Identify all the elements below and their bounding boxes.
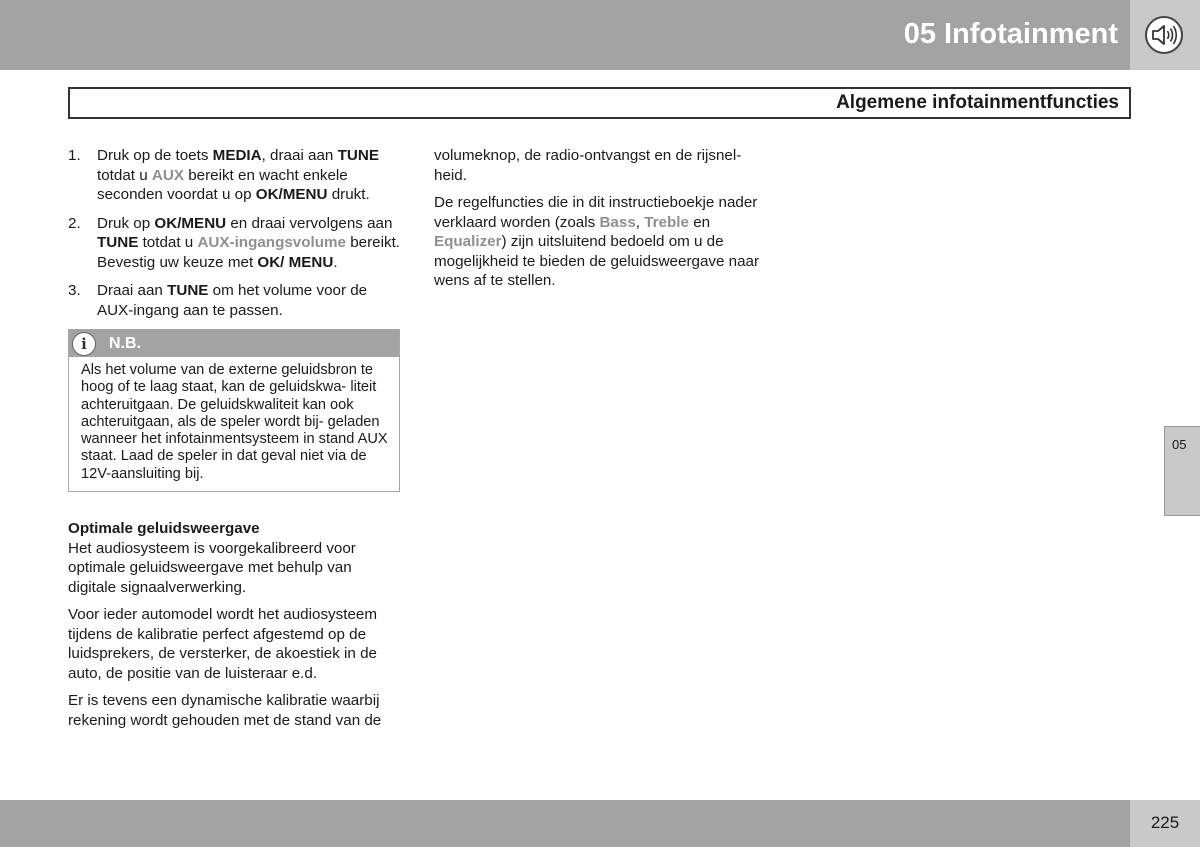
text-run: totdat u (97, 166, 152, 184)
steps-list (68, 146, 403, 320)
step-number: 3. (68, 282, 81, 299)
bold-term: OK/MENU (154, 214, 227, 232)
left-column (68, 146, 403, 738)
footer-bar (0, 800, 1130, 847)
bold-term: OK/MENU (255, 186, 328, 203)
text-run: . (333, 253, 338, 271)
text-run: De regelfuncties die in dit instructieboekje nader verklaard worden (zoals (434, 194, 758, 231)
optimal-paragraph-1: Het audiosysteem is voorgekalibreerd voor optimale geluidsweergave met behulp van digitale signaalverwerking. (68, 539, 356, 596)
text-run: Druk op de toets (97, 147, 213, 164)
note-text: Als het volume van de externe geluidsbron te hoog of te laag staat, kan de geluidskwa- liteit achteruitgaan. De geluidskwaliteit kan ook achteruitgaan, als de speler wordt bij- geladen wanneer het infotainmentsysteem in stand AUX staat. Laad de speler in dat geval niet via de 12V-aansluiting bij. (81, 362, 388, 482)
page-number-box (1130, 800, 1200, 847)
text-run: ) zijn uitsluitend bedoeld om u de mogelijkheid te bieden de geluidsweergave naar wens af te stellen. (434, 233, 760, 289)
display-term: Treble (644, 213, 689, 231)
note-box (68, 329, 400, 492)
display-term: Bass (599, 213, 636, 231)
info-icon: i (72, 332, 96, 356)
text-run: , draai aan (261, 147, 338, 164)
chapter-icon-box (1130, 0, 1200, 70)
bold-term: MEDIA (212, 147, 262, 164)
display-term: AUX (151, 166, 184, 184)
chapter-side-tab (1164, 426, 1200, 516)
bold-term: OK/ MENU (257, 253, 334, 271)
side-tab-label: 05 (1172, 437, 1187, 452)
text-run: om het volume voor de AUX-ingang aan te passen. (97, 282, 368, 319)
chapter-header-bar (0, 0, 1130, 70)
bold-term: TUNE (337, 147, 379, 164)
bold-term: TUNE (97, 234, 139, 251)
text-run: bereikt. Bevestig uw keuze met (97, 234, 401, 271)
page-number: 225 (1150, 813, 1180, 832)
display-term: Equalizer (434, 233, 502, 250)
text-run: Draai aan (97, 282, 168, 299)
note-header (69, 330, 399, 357)
optimal-heading: Optimale geluidsweergave (68, 520, 260, 538)
speaker-icon (1144, 15, 1186, 55)
step-item (68, 146, 403, 205)
text-run: totdat u (138, 234, 198, 251)
optimal-paragraph-3: Er is tevens een dynamische kalibratie waarbij rekening wordt gehouden met de stand van de (68, 692, 382, 729)
step-item (68, 214, 403, 273)
step-number: 1. (68, 147, 81, 164)
section-header (68, 87, 1131, 119)
bold-term: TUNE (167, 282, 209, 299)
text-run: Druk op (97, 214, 155, 232)
text-run: drukt. (327, 186, 370, 203)
text-run: en draai vervolgens aan (226, 214, 393, 232)
chapter-title: 05 Infotainment (903, 18, 1118, 50)
text-run: bereikt en wacht enkele seconden voordat u op (97, 166, 348, 203)
step-item (68, 281, 403, 320)
right-paragraph-1: volumeknop, de radio-ontvangst en de rijsnel- heid. (434, 147, 742, 184)
section-title: Algemene infotainmentfuncties (836, 92, 1119, 113)
optimal-paragraph-2: Voor ieder automodel wordt het audiosysteem tijdens de kalibratie perfect afgestemd op de luidsprekers, de versterker, de akoestiek in de auto, de positie van de luisteraar e.d. (68, 606, 377, 682)
note-label: N.B. (109, 335, 141, 352)
text-run: , (635, 213, 645, 231)
right-column (434, 146, 774, 299)
text-run: en (688, 213, 711, 231)
step-number: 2. (68, 214, 81, 232)
right-paragraph-2 (434, 193, 774, 291)
display-term: AUX-ingangsvolume (197, 234, 346, 251)
